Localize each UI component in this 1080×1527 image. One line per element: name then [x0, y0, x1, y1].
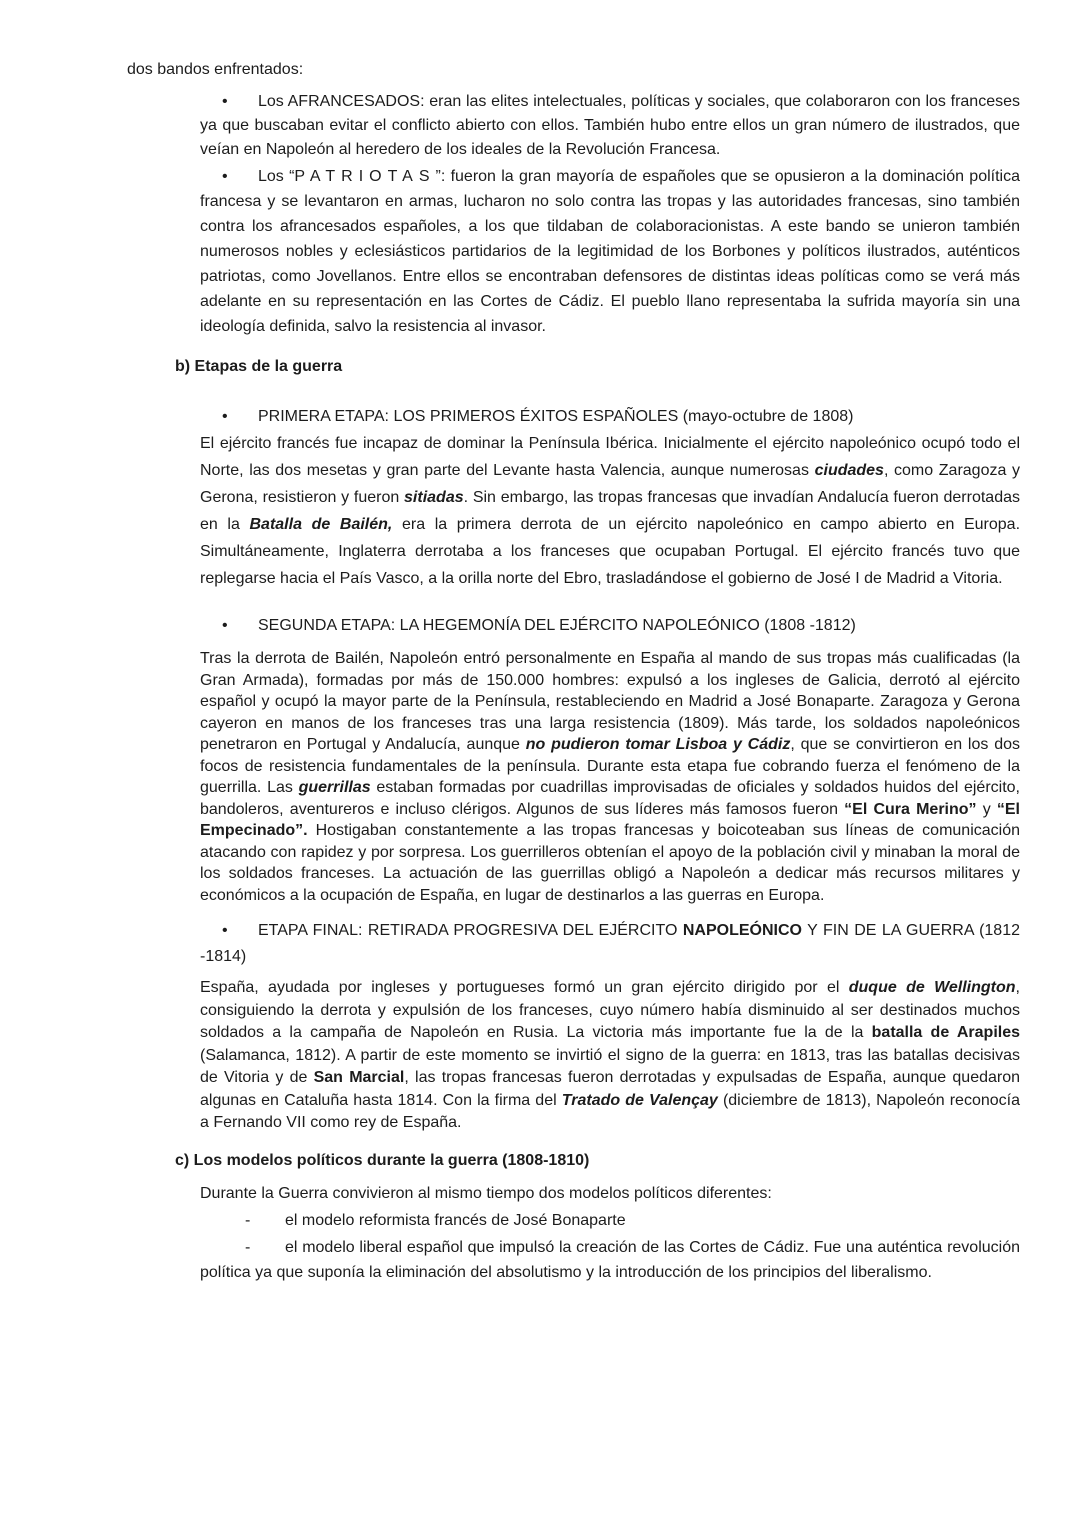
section-heading-etapas-text: b) Etapas de la guerra — [175, 358, 343, 375]
stage-body-primera — [127, 430, 1020, 592]
bullet-item-afrancesados — [127, 90, 1020, 162]
stage-title-segunda — [127, 614, 1020, 638]
bullet-icon: • — [222, 93, 228, 110]
stage-body-final — [127, 977, 1020, 1135]
modelo-frances-text: el modelo reformista francés de José Bonaparte — [285, 1211, 626, 1229]
dash-item-modelo-liberal — [127, 1235, 1020, 1285]
stage-body-segunda-text: Tras la derrota de Bailén, Napoleón entró personalmente en España al mando de sus tropas más cualificadas (la Gran Armada), formadas por más de 150.000 hombres: expulsó a los ingleses de Galicia, derrotó al ejército español y ocupó la mayor parte de la Península, restableciendo en Madrid a José Bonaparte. Zaragoza y Gerona cayeron en manos de los franceses tras una larga resistencia (1809). Más tarde, los soldados napoleónicos penetraron en Portugal y Andalucía, aunque no pudieron tomar Lisboa y Cádiz, que se convirtieron en los dos focos de resistencia fundamentales de la península. Durante esta etapa fue cobrando fuerza el fenómeno de la guerrilla. Las guerrillas estaban formadas por cuadrillas improvisadas de oficiales y soldados huidos del ejército, bandoleros, aventureros e incluso clérigos. Algunos de sus líderes más famosos fueron “El Cura Merino” y “El Empecinado”. Hostigaban constantemente a las tropas francesas y boicoteaban sus líneas de comunicación atacando con rapidez y por sorpresa. Los guerrilleros obtenían el apoyo de la población civil y minaban la moral de los soldados franceses. La actuación de las guerrillas obligó a Napoleón a dedicar más recursos militares y económicos a la ocupación de España, en lugar de destinarlos a las guerras en Europa. — [200, 650, 1020, 904]
bullet-icon: • — [222, 408, 228, 425]
stage-title-final-text: ETAPA FINAL: RETIRADA PROGRESIVA DEL EJÉRCITO NAPOLEÓNICO Y FIN DE LA GUERRA (1812 -1814) — [200, 922, 1020, 965]
stage-title-primera-text: PRIMERA ETAPA: LOS PRIMEROS ÉXITOS ESPAÑOLES (mayo-octubre de 1808) — [258, 408, 854, 425]
bullet-icon: • — [222, 617, 228, 634]
stage-title-segunda-text: SEGUNDA ETAPA: LA HEGEMONÍA DEL EJÉRCITO NAPOLEÓNICO (1808 -1812) — [258, 617, 856, 634]
stage-body-primera-text: El ejército francés fue incapaz de dominar la Península Ibérica. Inicialmente el ejército napoleónico ocupó todo el Norte, las dos mesetas y gran parte del Levante hasta Valencia, aunque numerosas ciudades, como Zaragoza y Gerona, resistieron y fueron sitiadas. Sin embargo, las tropas francesas que invadían Andalucía fueron derrotadas en la Batalla de Bailén, era la primera derrota de un ejército napoleónico en campo abierto en Europa. Simultáneamente, Inglaterra derrotaba a los franceses que ocupaban Portugal. El ejército francés tuvo que replegarse hacia el País Vasco, a la orilla norte del Ebro, trasladándose el gobierno de José I de Madrid a Vitoria. — [200, 435, 1021, 587]
bullet-icon: • — [222, 168, 228, 185]
dash-item-modelo-frances — [127, 1208, 1020, 1233]
intro-line — [127, 58, 1020, 82]
dash-icon: - — [245, 1211, 251, 1229]
bullet-item-patriotas — [127, 164, 1020, 339]
section-heading-modelos-text: c) Los modelos políticos durante la guerra (1808-1810) — [175, 1151, 590, 1169]
bullet-icon: • — [222, 922, 228, 939]
modelo-liberal-text: el modelo liberal español que impulsó la creación de las Cortes de Cádiz. Fue una auténtica revolución política ya que suponía la eliminación del absolutismo y la introducción de los principios del liberalismo. — [200, 1238, 1020, 1281]
afrancesados-text: Los AFRANCESADOS: eran las elites intelectuales, políticas y sociales, que colaboraron con los franceses ya que buscaban evitar el conflicto abierto con ellos. También hubo entre ellos un gran número de ilustrados, que veían en Napoleón al heredero de los ideales de la Revolución Francesa. — [200, 93, 1020, 158]
dash-icon: - — [245, 1238, 251, 1256]
stage-title-final — [127, 918, 1020, 969]
modelos-intro-text: Durante la Guerra convivieron al mismo tiempo dos modelos políticos diferentes: — [200, 1184, 772, 1202]
section-heading-etapas — [175, 355, 1020, 379]
modelos-intro-line — [127, 1181, 1020, 1206]
stage-body-segunda — [127, 648, 1020, 906]
stage-body-final-text: España, ayudada por ingleses y portugueses formó un gran ejército dirigido por el duque de Wellington, consiguiendo la derrota y expulsión de los franceses, cuyo número había disminuido al ser destinados muchos soldados a la campaña de Napoleón en Rusia. La victoria más importante fue la de la batalla de Arapiles (Salamanca, 1812). A partir de este momento se invirtió el signo de la guerra: en 1813, tras las batallas decisivas de Vitoria y de San Marcial, las tropas francesas fueron derrotadas y expulsadas de España, aunque quedaron algunas en Cataluña hasta 1814. Con la firma del Tratado de Valençay (diciembre de 1813), Napoleón reconocía a Fernando VII como rey de España. — [200, 979, 1021, 1131]
patriotas-text: Los “PATRIOTAS”: fueron la gran mayoría de españoles que se opusieron a la dominación política francesa y se levantaron en armas, lucharon no solo contra las tropas y las autoridades francesas, sino también contra los afrancesados españoles, a los que tildaban de colaboracionistas. A este bando se unieron también numerosos nobles y eclesiásticos partidarios de la legitimidad de los Borbones y políticos ilustrados, auténticos patriotas, como Jovellanos. Entre ellos se encontraban defensores de distintas ideas políticas como se verá más adelante en su representación en las Cortes de Cádiz. El pueblo llano representaba la sufrida mayoría sin una ideología definida, salvo la resistencia al invasor. — [200, 168, 1020, 335]
section-heading-modelos — [175, 1149, 1020, 1173]
stage-title-primera — [127, 403, 1020, 430]
intro-text: dos bandos enfrentados: — [127, 61, 304, 78]
